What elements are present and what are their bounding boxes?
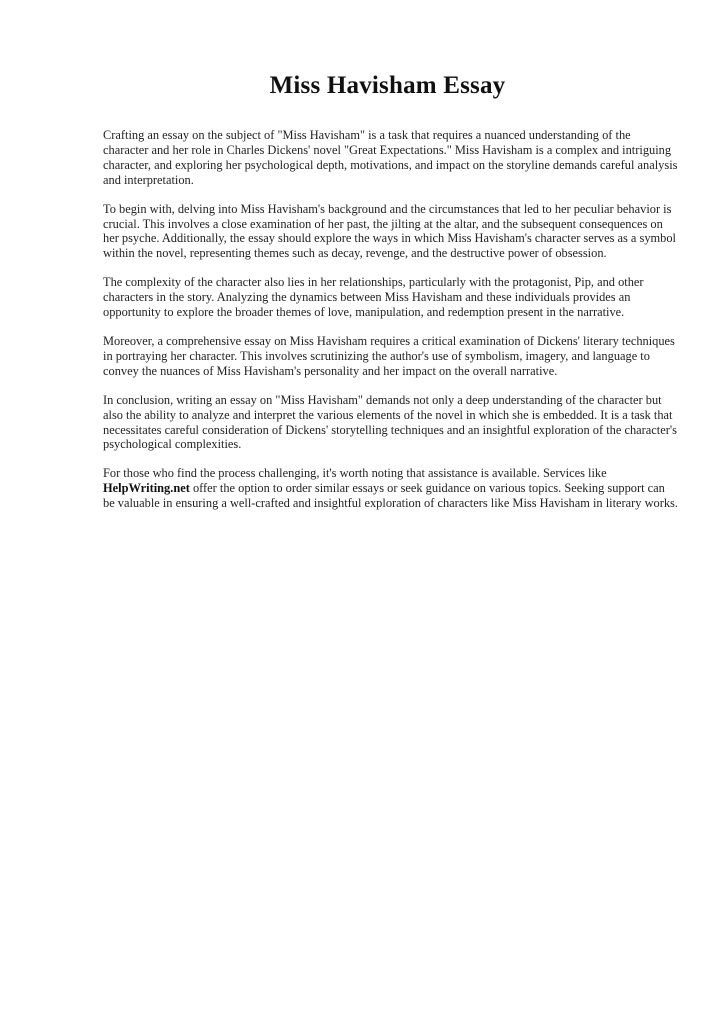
- document-title: Miss Havisham Essay: [269, 72, 506, 99]
- paragraph-2: To begin with, delving into Miss Havisham's background and the circumstances that led to her peculiar behavior is crucial. This involves a close examination of her past, the jilting at the altar, and the subsequent consequences on her psyche. Additionally, the essay should explore the ways in which Miss Havisham's character serves as a symbol within the novel, representing themes such as decay, revenge, and the destructive power of obsession.: [103, 201, 676, 261]
- paragraph-1: Crafting an essay on the subject of "Miss Havisham" is a task that requires a nuanced understanding of the character and her role in Charles Dickens' novel "Great Expectations." Miss Havisham is a complex and intriguing character, and exploring her psychological depth, motivations, and impact on the storyline demands careful analysis and interpretation.: [103, 128, 678, 187]
- paragraph-6-text-before-link: For those who find the process challenging, it's worth noting that assistance is available. Services like: [103, 466, 607, 481]
- helpwriting-link[interactable]: HelpWriting.net: [103, 481, 190, 496]
- paragraph-4: Moreover, a comprehensive essay on Miss Havisham requires a critical examination of Dickens' literary techniques in portraying her character. This involves scrutinizing the author's use of symbolism, imagery, and language to convey the nuances of Miss Havisham's personality and her impact on the overall narrative.: [103, 333, 675, 378]
- paragraph-3: The complexity of the character also lies in her relationships, particularly with the protagonist, Pip, and other characters in the story. Analyzing the dynamics between Miss Havisham and these individuals provides an opportunity to explore the broader themes of love, manipulation, and redemption present in the narrative.: [103, 275, 644, 320]
- paragraph-6-text-after-link: offer the option to order similar essays or seek guidance on various topics. Seeking support can be valuable in ensuring a well-crafted and insightful exploration of characters like Miss Havisham in literary works.: [103, 481, 678, 511]
- document-body: [103, 128, 679, 525]
- paragraph-5: In conclusion, writing an essay on "Miss Havisham" demands not only a deep understanding of the character but also the ability to analyze and interpret the various elements of the novel in which she is embedded. It is a task that necessitates careful consideration of Dickens' storytelling techniques and an insightful exploration of the character's psychological complexities.: [103, 392, 677, 452]
- paragraph-6: [103, 466, 679, 511]
